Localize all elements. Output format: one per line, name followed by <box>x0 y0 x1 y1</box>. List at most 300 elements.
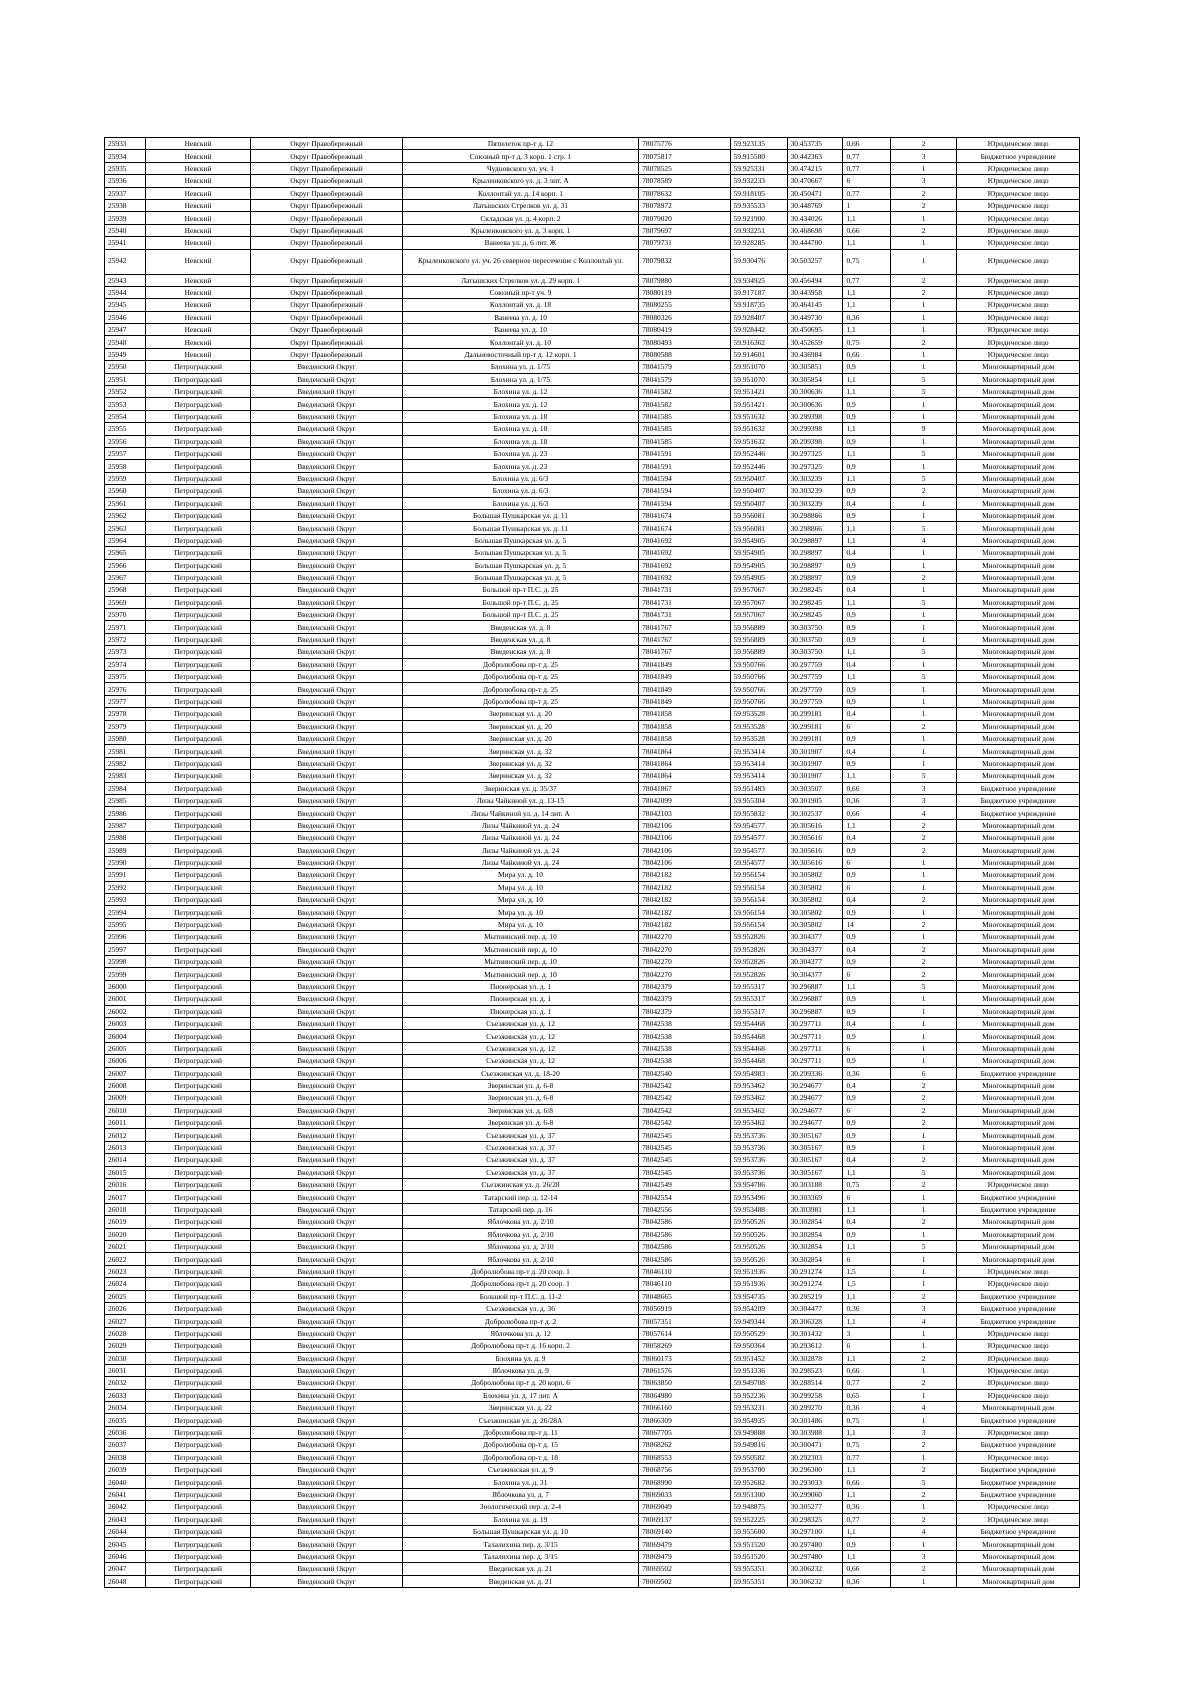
table-row <box>105 1513 1080 1525</box>
cell-row-id: 25966 <box>105 559 146 571</box>
cell-object-code: 78068262 <box>639 1439 730 1451</box>
cell-municipal-okrug: Введенский Округ <box>251 931 403 943</box>
cell-municipal-okrug: Введенский Округ <box>251 547 403 559</box>
cell-object-code: 78069033 <box>639 1488 730 1500</box>
table-row <box>105 571 1080 583</box>
cell-volume: 0,66 <box>843 1476 890 1488</box>
cell-row-id: 25940 <box>105 224 146 236</box>
cell-count: 2 <box>890 1290 957 1302</box>
cell-object-code: 78079731 <box>639 237 730 249</box>
cell-longitude: 30.293033 <box>787 1476 843 1488</box>
table-row <box>105 1179 1080 1191</box>
cell-count: 1 <box>890 547 957 559</box>
cell-object-code: 78079697 <box>639 224 730 236</box>
cell-count: 3 <box>890 175 957 187</box>
table-row <box>105 187 1080 199</box>
cell-owner-type: Бюджетное учреждение <box>957 1290 1080 1302</box>
cell-object-code: 78079832 <box>639 249 730 274</box>
cell-volume: 1,1 <box>843 1426 890 1438</box>
cell-volume: 6 <box>843 856 890 868</box>
cell-longitude: 30.297759 <box>787 671 843 683</box>
cell-address: Зверинская ул. д. 32 <box>402 770 638 782</box>
cell-object-code: 78042538 <box>639 1030 730 1042</box>
table-row <box>105 237 1080 249</box>
cell-count: 2 <box>890 1179 957 1191</box>
table-row <box>105 1092 1080 1104</box>
cell-object-code: 78042182 <box>639 881 730 893</box>
cell-address: Союзный пр-т д. 3 корп. 1 стр. 1 <box>402 150 638 162</box>
cell-count: 3 <box>890 794 957 806</box>
cell-latitude: 59.932251 <box>730 224 787 236</box>
cell-municipal-okrug: Введенский Округ <box>251 571 403 583</box>
cell-district: Невский <box>145 348 250 360</box>
cell-row-id: 25990 <box>105 856 146 868</box>
cell-latitude: 59.954468 <box>730 1055 787 1067</box>
cell-count: 1 <box>890 1228 957 1240</box>
table-row <box>105 1017 1080 1029</box>
cell-owner-type: Юридическое лицо <box>957 138 1080 150</box>
cell-latitude: 59.954577 <box>730 819 787 831</box>
cell-object-code: 78042270 <box>639 931 730 943</box>
cell-district: Невский <box>145 274 250 286</box>
cell-longitude: 30.303507 <box>787 782 843 794</box>
cell-object-code: 78041692 <box>639 547 730 559</box>
cell-volume: 0,9 <box>843 485 890 497</box>
cell-latitude: 59.954577 <box>730 844 787 856</box>
cell-district: Петроградский <box>145 956 250 968</box>
cell-address: Добролюбова пр-т д. 2 <box>402 1315 638 1327</box>
cell-address: Съезжинская ул. д. 12 <box>402 1055 638 1067</box>
cell-owner-type: Многоквартирный дом <box>957 832 1080 844</box>
cell-row-id: 25955 <box>105 423 146 435</box>
cell-row-id: 26029 <box>105 1340 146 1352</box>
cell-latitude: 59.951520 <box>730 1550 787 1562</box>
table-row <box>105 485 1080 497</box>
cell-district: Петроградский <box>145 584 250 596</box>
table-row <box>105 832 1080 844</box>
cell-object-code: 78042379 <box>639 1005 730 1017</box>
cell-object-code: 78041858 <box>639 708 730 720</box>
cell-municipal-okrug: Округ Правобережный <box>251 138 403 150</box>
cell-address: Зверинская ул. д. 6-8 <box>402 1079 638 1091</box>
cell-district: Петроградский <box>145 1327 250 1339</box>
cell-count: 6 <box>890 1067 957 1079</box>
cell-longitude: 30.306328 <box>787 1315 843 1327</box>
cell-latitude: 59.923135 <box>730 138 787 150</box>
cell-district: Петроградский <box>145 1030 250 1042</box>
cell-count: 2 <box>890 918 957 930</box>
cell-latitude: 59.956154 <box>730 869 787 881</box>
cell-address: Мира ул. д. 10 <box>402 906 638 918</box>
cell-address: Блохина ул. д. 6/3 <box>402 485 638 497</box>
cell-latitude: 59.956154 <box>730 918 787 930</box>
cell-latitude: 59.953462 <box>730 1092 787 1104</box>
cell-district: Петроградский <box>145 720 250 732</box>
cell-count: 1 <box>890 1005 957 1017</box>
cell-municipal-okrug: Введенский Округ <box>251 1563 403 1575</box>
cell-owner-type: Многоквартирный дом <box>957 509 1080 521</box>
cell-object-code: 78057614 <box>639 1327 730 1339</box>
cell-volume: 0,9 <box>843 1141 890 1153</box>
cell-owner-type: Многоквартирный дом <box>957 1240 1080 1252</box>
cell-latitude: 59.954905 <box>730 559 787 571</box>
cell-latitude: 59.953528 <box>730 732 787 744</box>
cell-count: 1 <box>890 1141 957 1153</box>
cell-count: 2 <box>890 1092 957 1104</box>
cell-count: 1 <box>890 584 957 596</box>
cell-municipal-okrug: Введенский Округ <box>251 1104 403 1116</box>
cell-volume: 1,1 <box>843 472 890 484</box>
cell-object-code: 78060173 <box>639 1352 730 1364</box>
cell-municipal-okrug: Введенский Округ <box>251 1030 403 1042</box>
cell-object-code: 78042182 <box>639 906 730 918</box>
cell-address: Съезжинская ул. д. 37 <box>402 1154 638 1166</box>
cell-longitude: 30.464145 <box>787 299 843 311</box>
cell-municipal-okrug: Введенский Округ <box>251 1253 403 1265</box>
cell-owner-type: Бюджетное учреждение <box>957 1488 1080 1500</box>
cell-object-code: 78041582 <box>639 386 730 398</box>
cell-row-id: 25971 <box>105 621 146 633</box>
cell-address: Талалихина пер. д. 3/15 <box>402 1550 638 1562</box>
cell-volume: 0,66 <box>843 138 890 150</box>
cell-count: 1 <box>890 931 957 943</box>
table-row <box>105 1327 1080 1339</box>
cell-row-id: 25997 <box>105 943 146 955</box>
cell-row-id: 26038 <box>105 1451 146 1463</box>
cell-longitude: 30.305802 <box>787 869 843 881</box>
cell-latitude: 59.918105 <box>730 187 787 199</box>
cell-address: Блохина ул. д. 18 <box>402 410 638 422</box>
cell-object-code: 78080326 <box>639 311 730 323</box>
cell-count: 1 <box>890 993 957 1005</box>
cell-volume: 1,1 <box>843 237 890 249</box>
cell-longitude: 30.302854 <box>787 1240 843 1252</box>
cell-volume: 14 <box>843 918 890 930</box>
cell-row-id: 25965 <box>105 547 146 559</box>
cell-latitude: 59.956081 <box>730 509 787 521</box>
cell-latitude: 59.955351 <box>730 1575 787 1587</box>
cell-longitude: 30.443958 <box>787 286 843 298</box>
cell-municipal-okrug: Введенский Округ <box>251 732 403 744</box>
cell-volume: 1,1 <box>843 1464 890 1476</box>
cell-owner-type: Многоквартирный дом <box>957 472 1080 484</box>
cell-owner-type: Юридическое лицо <box>957 336 1080 348</box>
cell-row-id: 25954 <box>105 410 146 422</box>
table-row <box>105 1402 1080 1414</box>
cell-owner-type: Юридическое лицо <box>957 249 1080 274</box>
cell-district: Петроградский <box>145 571 250 583</box>
cell-municipal-okrug: Введенский Округ <box>251 1017 403 1029</box>
cell-volume: 0,4 <box>843 497 890 509</box>
cell-address: Мытнинский пер. д. 10 <box>402 956 638 968</box>
cell-row-id: 26024 <box>105 1278 146 1290</box>
table-row <box>105 138 1080 150</box>
cell-address: Яблочкова ул. д. 7 <box>402 1488 638 1500</box>
table-row <box>105 695 1080 707</box>
cell-address: Зверинская ул. д. 6-8 <box>402 1117 638 1129</box>
cell-owner-type: Многоквартирный дом <box>957 1550 1080 1562</box>
cell-latitude: 59.954468 <box>730 1042 787 1054</box>
cell-object-code: 78058269 <box>639 1340 730 1352</box>
cell-row-id: 26022 <box>105 1253 146 1265</box>
cell-address: Большой пр-т П.С. д. 25 <box>402 584 638 596</box>
table-row <box>105 1476 1080 1488</box>
cell-district: Петроградский <box>145 856 250 868</box>
cell-owner-type: Многоквартирный дом <box>957 881 1080 893</box>
cell-row-id: 26037 <box>105 1439 146 1451</box>
cell-count: 1 <box>890 708 957 720</box>
cell-municipal-okrug: Введенский Округ <box>251 1141 403 1153</box>
table-row <box>105 386 1080 398</box>
cell-object-code: 78041585 <box>639 410 730 422</box>
cell-row-id: 25953 <box>105 398 146 410</box>
cell-municipal-okrug: Введенский Округ <box>251 1228 403 1240</box>
cell-district: Петроградский <box>145 844 250 856</box>
cell-row-id: 25980 <box>105 732 146 744</box>
cell-volume: 0,77 <box>843 1377 890 1389</box>
cell-longitude: 30.296300 <box>787 1464 843 1476</box>
cell-object-code: 78041864 <box>639 745 730 757</box>
cell-longitude: 30.305167 <box>787 1141 843 1153</box>
cell-owner-type: Многоквартирный дом <box>957 943 1080 955</box>
cell-district: Невский <box>145 162 250 174</box>
cell-longitude: 30.448769 <box>787 199 843 211</box>
cell-longitude: 30.295219 <box>787 1290 843 1302</box>
cell-address: Добролюбова пр-т д. 25 <box>402 658 638 670</box>
cell-count: 2 <box>890 1079 957 1091</box>
table-row <box>105 1129 1080 1141</box>
cell-longitude: 30.450471 <box>787 187 843 199</box>
cell-district: Петроградский <box>145 1104 250 1116</box>
cell-address: Пятилеток пр-т д. 12 <box>402 138 638 150</box>
cell-address: Мира ул. д. 10 <box>402 869 638 881</box>
cell-municipal-okrug: Введенский Округ <box>251 881 403 893</box>
cell-municipal-okrug: Введенский Округ <box>251 844 403 856</box>
cell-object-code: 78069140 <box>639 1525 730 1537</box>
cell-latitude: 59.956154 <box>730 906 787 918</box>
cell-owner-type: Многоквартирный дом <box>957 1253 1080 1265</box>
cell-latitude: 59.954468 <box>730 1017 787 1029</box>
cell-volume: 0,4 <box>843 584 890 596</box>
cell-district: Петроградский <box>145 1464 250 1476</box>
cell-volume: 1,1 <box>843 212 890 224</box>
cell-object-code: 78042182 <box>639 894 730 906</box>
cell-volume: 0,9 <box>843 956 890 968</box>
cell-volume: 3 <box>843 1327 890 1339</box>
cell-row-id: 25950 <box>105 361 146 373</box>
cell-latitude: 59.953528 <box>730 720 787 732</box>
cell-volume: 6 <box>843 1191 890 1203</box>
cell-row-id: 26030 <box>105 1352 146 1364</box>
cell-latitude: 59.954209 <box>730 1302 787 1314</box>
cell-longitude: 30.293612 <box>787 1340 843 1352</box>
cell-owner-type: Многоквартирный дом <box>957 1154 1080 1166</box>
table-row <box>105 1290 1080 1302</box>
table-row <box>105 212 1080 224</box>
cell-count: 2 <box>890 138 957 150</box>
table-row <box>105 361 1080 373</box>
cell-object-code: 78069502 <box>639 1575 730 1587</box>
cell-row-id: 25995 <box>105 918 146 930</box>
cell-district: Петроградский <box>145 980 250 992</box>
cell-row-id: 26005 <box>105 1042 146 1054</box>
cell-address: Блохина ул. д. 19 <box>402 1513 638 1525</box>
cell-row-id: 25974 <box>105 658 146 670</box>
cell-address: Зверинская ул. д. 6/8 <box>402 1104 638 1116</box>
cell-municipal-okrug: Введенский Округ <box>251 633 403 645</box>
cell-count: 2 <box>890 894 957 906</box>
table-row <box>105 1216 1080 1228</box>
cell-latitude: 59.955304 <box>730 794 787 806</box>
cell-volume: 6 <box>843 1340 890 1352</box>
cell-longitude: 30.298897 <box>787 559 843 571</box>
cell-row-id: 26018 <box>105 1203 146 1215</box>
cell-volume: 0,9 <box>843 695 890 707</box>
cell-address: Добролюбова пр-т д. 25 <box>402 683 638 695</box>
cell-owner-type: Многоквартирный дом <box>957 745 1080 757</box>
cell-latitude: 59.948875 <box>730 1501 787 1513</box>
cell-object-code: 78042549 <box>639 1179 730 1191</box>
cell-owner-type: Юридическое лицо <box>957 199 1080 211</box>
cell-owner-type: Многоквартирный дом <box>957 894 1080 906</box>
cell-longitude: 30.298245 <box>787 609 843 621</box>
cell-object-code: 78080255 <box>639 299 730 311</box>
cell-count: 2 <box>890 943 957 955</box>
cell-count: 2 <box>890 1513 957 1525</box>
cell-count: 2 <box>890 224 957 236</box>
cell-row-id: 25986 <box>105 807 146 819</box>
cell-district: Петроградский <box>145 1228 250 1240</box>
cell-row-id: 25982 <box>105 757 146 769</box>
cell-count: 1 <box>890 311 957 323</box>
cell-owner-type: Многоквартирный дом <box>957 1575 1080 1587</box>
cell-latitude: 59.950407 <box>730 472 787 484</box>
cell-municipal-okrug: Введенский Округ <box>251 819 403 831</box>
cell-owner-type: Многоквартирный дом <box>957 869 1080 881</box>
cell-object-code: 78042545 <box>639 1129 730 1141</box>
table-row <box>105 1501 1080 1513</box>
cell-latitude: 59.954468 <box>730 1030 787 1042</box>
table-row <box>105 423 1080 435</box>
cell-object-code: 78069502 <box>639 1563 730 1575</box>
cell-longitude: 30.297711 <box>787 1055 843 1067</box>
cell-row-id: 25961 <box>105 497 146 509</box>
cell-owner-type: Бюджетное учреждение <box>957 794 1080 806</box>
cell-row-id: 25948 <box>105 336 146 348</box>
table-row <box>105 708 1080 720</box>
cell-object-code: 78042182 <box>639 918 730 930</box>
table-row <box>105 1426 1080 1438</box>
cell-longitude: 30.303750 <box>787 633 843 645</box>
cell-latitude: 59.928407 <box>730 311 787 323</box>
cell-address: Введенская ул. д. 8 <box>402 621 638 633</box>
cell-object-code: 78041585 <box>639 435 730 447</box>
cell-volume: 1,1 <box>843 1203 890 1215</box>
cell-object-code: 78042103 <box>639 807 730 819</box>
cell-row-id: 25937 <box>105 187 146 199</box>
table-row <box>105 931 1080 943</box>
cell-volume: 1,1 <box>843 1525 890 1537</box>
cell-count: 1 <box>890 1327 957 1339</box>
cell-row-id: 26035 <box>105 1414 146 1426</box>
cell-municipal-okrug: Округ Правобережный <box>251 150 403 162</box>
cell-volume: 1,1 <box>843 1166 890 1178</box>
cell-object-code: 78041579 <box>639 373 730 385</box>
cell-district: Петроградский <box>145 423 250 435</box>
cell-municipal-okrug: Введенский Округ <box>251 1501 403 1513</box>
cell-latitude: 59.953462 <box>730 1104 787 1116</box>
cell-volume: 0,4 <box>843 547 890 559</box>
cell-longitude: 30.503257 <box>787 249 843 274</box>
cell-district: Петроградский <box>145 1265 250 1277</box>
cell-latitude: 59.956081 <box>730 522 787 534</box>
cell-municipal-okrug: Введенский Округ <box>251 745 403 757</box>
cell-municipal-okrug: Округ Правобережный <box>251 224 403 236</box>
cell-object-code: 78041579 <box>639 361 730 373</box>
cell-count: 2 <box>890 199 957 211</box>
cell-owner-type: Юридическое лицо <box>957 1179 1080 1191</box>
cell-volume: 0,77 <box>843 1513 890 1525</box>
cell-owner-type: Юридическое лицо <box>957 348 1080 360</box>
cell-latitude: 59.953736 <box>730 1154 787 1166</box>
cell-longitude: 30.434026 <box>787 212 843 224</box>
cell-longitude: 30.303981 <box>787 1203 843 1215</box>
cell-volume: 0,9 <box>843 732 890 744</box>
cell-longitude: 30.304377 <box>787 943 843 955</box>
cell-address: Блохина ул. д. 17 лит. А <box>402 1389 638 1401</box>
cell-owner-type: Многоквартирный дом <box>957 1042 1080 1054</box>
table-row <box>105 943 1080 955</box>
cell-latitude: 59.951520 <box>730 1538 787 1550</box>
cell-municipal-okrug: Введенский Округ <box>251 1240 403 1252</box>
cell-municipal-okrug: Введенский Округ <box>251 720 403 732</box>
cell-count: 5 <box>890 596 957 608</box>
cell-address: Добролюбова пр-т д. 15 <box>402 1439 638 1451</box>
cell-district: Петроградский <box>145 547 250 559</box>
table-row <box>105 1154 1080 1166</box>
cell-volume: 0,9 <box>843 559 890 571</box>
table-row <box>105 732 1080 744</box>
cell-volume: 0,75 <box>843 336 890 348</box>
cell-district: Петроградский <box>145 1315 250 1327</box>
cell-row-id: 25934 <box>105 150 146 162</box>
cell-volume: 0,77 <box>843 187 890 199</box>
table-row <box>105 1253 1080 1265</box>
cell-latitude: 59.930476 <box>730 249 787 274</box>
cell-count: 1 <box>890 856 957 868</box>
cell-object-code: 78069137 <box>639 1513 730 1525</box>
cell-row-id: 25970 <box>105 609 146 621</box>
cell-latitude: 59.915580 <box>730 150 787 162</box>
cell-row-id: 25949 <box>105 348 146 360</box>
cell-latitude: 59.950766 <box>730 658 787 670</box>
cell-row-id: 25973 <box>105 646 146 658</box>
table-row <box>105 522 1080 534</box>
cell-longitude: 30.299398 <box>787 423 843 435</box>
table-row <box>105 869 1080 881</box>
cell-volume: 1,1 <box>843 819 890 831</box>
cell-district: Невский <box>145 150 250 162</box>
cell-municipal-okrug: Введенский Округ <box>251 423 403 435</box>
table-row <box>105 1389 1080 1401</box>
cell-latitude: 59.955317 <box>730 993 787 1005</box>
cell-count: 2 <box>890 832 957 844</box>
cell-owner-type: Многоквартирный дом <box>957 956 1080 968</box>
cell-count: 1 <box>890 299 957 311</box>
cell-object-code: 78078525 <box>639 162 730 174</box>
cell-volume: 0,9 <box>843 757 890 769</box>
cell-longitude: 30.298866 <box>787 509 843 521</box>
